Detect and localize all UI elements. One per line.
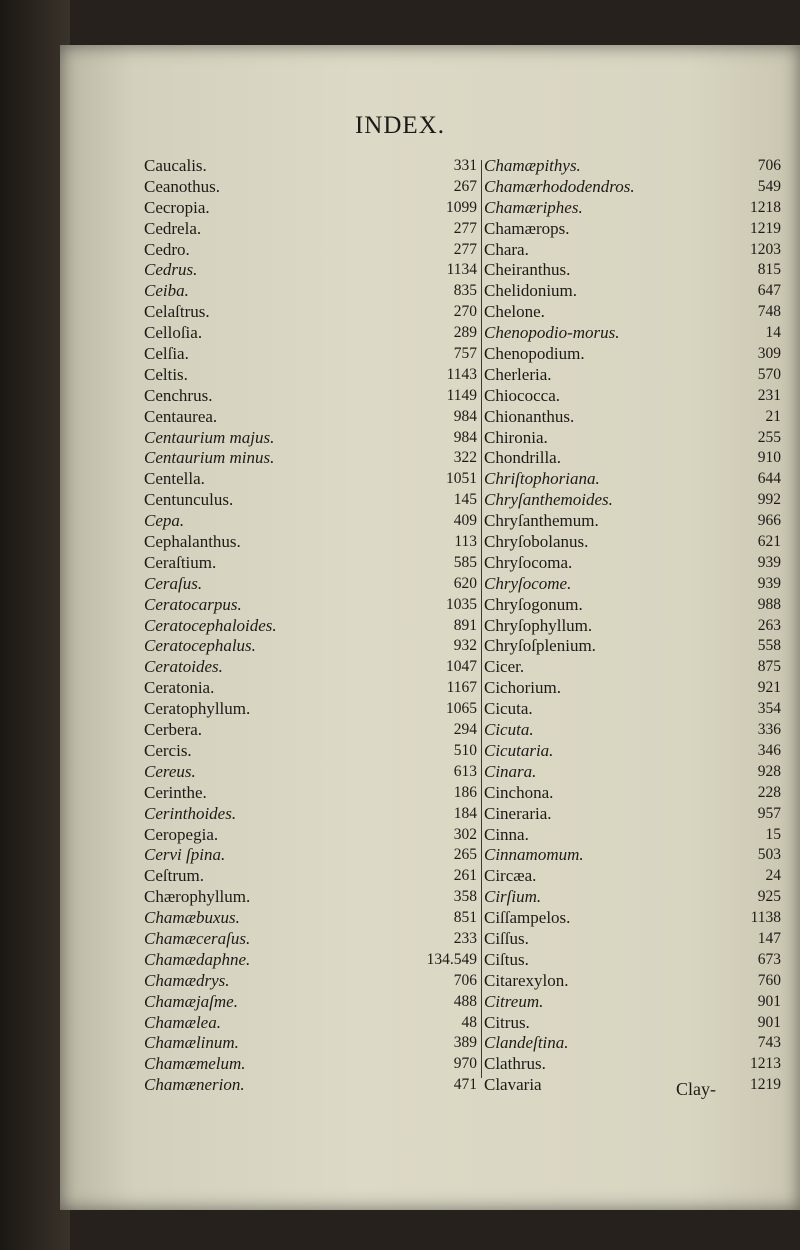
index-entry bbox=[484, 783, 784, 804]
index-term: Ciſſampelos. bbox=[484, 908, 571, 928]
page-number: 510 bbox=[453, 741, 477, 759]
catchword: Clay- bbox=[676, 1079, 716, 1099]
page-number: 921 bbox=[757, 679, 781, 697]
page-number: 265 bbox=[453, 846, 477, 864]
index-term: Cineraria. bbox=[484, 803, 552, 823]
index-term: Ceratonia. bbox=[144, 678, 215, 698]
index-entry bbox=[484, 511, 784, 532]
index-term: Cinnamomum. bbox=[484, 845, 584, 865]
page-number: 488 bbox=[453, 992, 477, 1010]
page-number: 901 bbox=[757, 1013, 781, 1031]
index-term: Ceanothus. bbox=[144, 176, 221, 196]
index-term: Cecropia. bbox=[144, 197, 210, 217]
index-entry bbox=[484, 156, 784, 177]
index-entry bbox=[484, 1033, 784, 1054]
index-entry bbox=[484, 1054, 784, 1075]
index-term: Cepa. bbox=[144, 511, 185, 531]
page-number: 48 bbox=[461, 1013, 477, 1031]
index-term: Ciſſus. bbox=[484, 928, 529, 948]
index-term: Celſia. bbox=[144, 344, 189, 364]
page-number: 15 bbox=[765, 825, 781, 843]
index-term: Ceraſtium. bbox=[144, 552, 217, 572]
index-entry bbox=[484, 908, 784, 929]
index-term: Caucalis. bbox=[144, 156, 207, 175]
page-number: 261 bbox=[453, 867, 477, 885]
index-term: Cherleria. bbox=[484, 364, 552, 384]
index-entry bbox=[144, 532, 494, 553]
index-entry bbox=[484, 762, 784, 783]
page-number: 901 bbox=[757, 992, 781, 1010]
page-number: 966 bbox=[757, 512, 781, 530]
index-entry bbox=[484, 992, 784, 1013]
index-term: Cichorium. bbox=[484, 678, 561, 698]
index-entry bbox=[484, 595, 784, 616]
page-number: 748 bbox=[757, 303, 781, 321]
page-number: 267 bbox=[453, 177, 477, 195]
page-number: 331 bbox=[453, 157, 477, 174]
page-number: 1051 bbox=[446, 470, 477, 488]
index-term: Chamæceraſus. bbox=[144, 928, 251, 948]
page-number: 14 bbox=[765, 324, 781, 342]
page-number: 984 bbox=[453, 407, 477, 425]
index-entry bbox=[144, 741, 494, 762]
page-number: 147 bbox=[757, 929, 781, 947]
index-entry bbox=[144, 699, 494, 720]
index-entry bbox=[144, 448, 494, 469]
page-number: 875 bbox=[757, 658, 781, 676]
index-term: Chamælinum. bbox=[144, 1033, 239, 1053]
page-number: 673 bbox=[757, 950, 781, 968]
page-number: 184 bbox=[453, 804, 477, 822]
page-number: 621 bbox=[757, 533, 781, 551]
page-number: 1219 bbox=[750, 219, 781, 237]
index-term: Cenchrus. bbox=[144, 385, 213, 405]
index-entry bbox=[484, 365, 784, 386]
page-number: 1149 bbox=[446, 386, 477, 404]
page-number: 270 bbox=[453, 303, 477, 321]
index-term: Chelone. bbox=[484, 302, 545, 322]
index-entry bbox=[144, 469, 494, 490]
index-entry bbox=[484, 1075, 784, 1096]
index-entry bbox=[484, 323, 784, 344]
index-term: Cedrus. bbox=[144, 260, 198, 280]
page-number: 145 bbox=[453, 491, 477, 509]
index-entry bbox=[144, 616, 494, 637]
index-term: Citarexylon. bbox=[484, 970, 569, 990]
index-entry bbox=[484, 240, 784, 261]
index-entry bbox=[484, 407, 784, 428]
page-number: 957 bbox=[757, 804, 781, 822]
page-number: 570 bbox=[757, 365, 781, 383]
index-term: Cicuta. bbox=[484, 699, 533, 719]
index-term: Ceratocephaloides. bbox=[144, 615, 277, 635]
index-term: Chamænerion. bbox=[144, 1075, 245, 1095]
page-number: 1134 bbox=[446, 261, 477, 279]
index-entry bbox=[144, 992, 494, 1013]
page-number: 309 bbox=[757, 345, 781, 363]
index-entry bbox=[484, 302, 784, 323]
index-term: Clathrus. bbox=[484, 1054, 546, 1074]
page-number: 186 bbox=[453, 783, 477, 801]
page-number: 1065 bbox=[446, 700, 477, 718]
index-entry bbox=[484, 490, 784, 511]
index-entry bbox=[484, 428, 784, 449]
index-entry bbox=[144, 678, 494, 699]
page-number: 558 bbox=[757, 637, 781, 655]
index-entry bbox=[144, 971, 494, 992]
page-number: 1035 bbox=[446, 595, 477, 613]
index-entry bbox=[144, 407, 494, 428]
index-term: Ceſtrum. bbox=[144, 866, 204, 886]
page-number: 1099 bbox=[446, 198, 477, 216]
index-entry bbox=[484, 720, 784, 741]
index-term: Ceratoides. bbox=[144, 657, 223, 677]
index-term: Centaurium minus. bbox=[144, 448, 275, 468]
index-entry bbox=[144, 866, 494, 887]
index-column-right bbox=[484, 156, 784, 1096]
index-entry bbox=[144, 553, 494, 574]
page-number: 231 bbox=[757, 386, 781, 404]
index-term: Chiococca. bbox=[484, 385, 560, 405]
index-entry bbox=[144, 260, 494, 281]
index-term: Citreum. bbox=[484, 991, 544, 1011]
index-entry bbox=[144, 929, 494, 950]
index-entry bbox=[484, 971, 784, 992]
index-entry bbox=[144, 302, 494, 323]
index-entry bbox=[484, 553, 784, 574]
index-entry bbox=[144, 1013, 494, 1034]
index-term: Clandeſtina. bbox=[484, 1033, 569, 1053]
page-number: 302 bbox=[453, 825, 477, 843]
page-number: 910 bbox=[757, 449, 781, 467]
index-entry bbox=[144, 365, 494, 386]
page-number: 1167 bbox=[446, 679, 477, 697]
index-entry bbox=[484, 198, 784, 219]
index-entry bbox=[484, 845, 784, 866]
index-term: Chironia. bbox=[484, 427, 548, 447]
page-number: 706 bbox=[757, 157, 781, 174]
index-term: Chamæriphes. bbox=[484, 197, 583, 217]
page-number: 984 bbox=[453, 428, 477, 446]
page-title: INDEX. bbox=[354, 112, 445, 139]
index-term: Cerbera. bbox=[144, 720, 203, 740]
page-number: 620 bbox=[453, 574, 477, 592]
index-entry bbox=[484, 678, 784, 699]
index-term: Chriſtophoriana. bbox=[484, 469, 600, 489]
page-number: 24 bbox=[765, 867, 781, 885]
page-number: 939 bbox=[757, 574, 781, 592]
index-entry bbox=[484, 636, 784, 657]
index-term: Centaurea. bbox=[144, 406, 218, 426]
index-term: Chionanthus. bbox=[484, 406, 575, 426]
index-entry bbox=[484, 1013, 784, 1034]
page-number: 134.549 bbox=[426, 950, 477, 968]
page-number: 549 bbox=[757, 177, 781, 195]
index-term: Chelidonium. bbox=[484, 281, 578, 301]
index-entry bbox=[484, 386, 784, 407]
index-entry bbox=[144, 804, 494, 825]
index-term: Celaſtrus. bbox=[144, 302, 210, 322]
page-number: 928 bbox=[757, 762, 781, 780]
index-column-left bbox=[144, 156, 494, 1096]
page-number: 613 bbox=[453, 762, 477, 780]
page-number: 970 bbox=[453, 1055, 477, 1073]
index-entry bbox=[144, 177, 494, 198]
index-term: Chryſanthemoides. bbox=[484, 490, 613, 510]
index-entry bbox=[484, 804, 784, 825]
index-entry bbox=[144, 240, 494, 261]
index-term: Chara. bbox=[484, 239, 529, 259]
index-term: Cirſium. bbox=[484, 887, 542, 907]
index-term: Ceropegia. bbox=[144, 824, 219, 844]
index-term: Celloſia. bbox=[144, 323, 203, 343]
index-entry bbox=[144, 762, 494, 783]
index-term: Citrus. bbox=[484, 1012, 530, 1032]
page-number: 255 bbox=[757, 428, 781, 446]
page-number: 1219 bbox=[750, 1076, 781, 1094]
index-term: Ceratophyllum. bbox=[144, 699, 251, 719]
page-number: 1047 bbox=[446, 658, 477, 676]
index-entry bbox=[144, 428, 494, 449]
page-number: 835 bbox=[453, 282, 477, 300]
column-divider bbox=[481, 160, 482, 1078]
index-term: Chamædaphne. bbox=[144, 949, 251, 969]
index-entry bbox=[484, 344, 784, 365]
index-entry bbox=[144, 490, 494, 511]
index-term: Ceraſus. bbox=[144, 573, 203, 593]
index-term: Ceiba. bbox=[144, 281, 189, 301]
page-number: 409 bbox=[453, 512, 477, 530]
page-number: 988 bbox=[757, 595, 781, 613]
index-term: Chryſogonum. bbox=[484, 594, 583, 614]
index-entry bbox=[144, 950, 494, 971]
page-number: 1218 bbox=[750, 198, 781, 216]
index-entry bbox=[144, 386, 494, 407]
index-entry bbox=[484, 825, 784, 846]
index-term: Chamæjaſme. bbox=[144, 991, 238, 1011]
index-entry bbox=[484, 532, 784, 553]
page-number: 757 bbox=[453, 345, 477, 363]
index-entry bbox=[144, 281, 494, 302]
index-term: Celtis. bbox=[144, 364, 188, 384]
index-term: Cerinthoides. bbox=[144, 803, 237, 823]
index-entry bbox=[144, 344, 494, 365]
page-number: 760 bbox=[757, 971, 781, 989]
index-term: Chondrilla. bbox=[484, 448, 561, 468]
page-number: 228 bbox=[757, 783, 781, 801]
page-number: 585 bbox=[453, 553, 477, 571]
page-number: 277 bbox=[453, 219, 477, 237]
page-number: 322 bbox=[453, 449, 477, 467]
index-entry bbox=[144, 1033, 494, 1054]
index-term: Chamærhododendros. bbox=[484, 176, 635, 196]
index-entry bbox=[144, 1054, 494, 1075]
index-entry bbox=[484, 929, 784, 950]
index-term: Chamædrys. bbox=[144, 970, 230, 990]
index-entry bbox=[144, 783, 494, 804]
index-entry bbox=[484, 177, 784, 198]
index-term: Chryſocome. bbox=[484, 573, 572, 593]
index-term: Chryſanthemum. bbox=[484, 511, 599, 531]
index-entry bbox=[484, 950, 784, 971]
index-term: Cinchona. bbox=[484, 782, 554, 802]
page-number: 389 bbox=[453, 1034, 477, 1052]
page-number: 354 bbox=[757, 700, 781, 718]
page-number: 358 bbox=[453, 888, 477, 906]
page-number: 706 bbox=[453, 971, 477, 989]
page-number: 932 bbox=[453, 637, 477, 655]
index-entry bbox=[144, 198, 494, 219]
page-number: 289 bbox=[453, 324, 477, 342]
page-number: 346 bbox=[757, 741, 781, 759]
index-entry bbox=[484, 699, 784, 720]
index-entry bbox=[144, 657, 494, 678]
index-term: Cercis. bbox=[144, 740, 192, 760]
index-term: Ceratocephalus. bbox=[144, 636, 256, 656]
index-entry bbox=[144, 156, 494, 177]
index-term: Clavaria bbox=[484, 1075, 542, 1095]
index-entry bbox=[484, 281, 784, 302]
index-entry bbox=[144, 720, 494, 741]
index-term: Cereus. bbox=[144, 761, 196, 781]
index-term: Cervi ſpina. bbox=[144, 845, 226, 865]
index-entry bbox=[144, 887, 494, 908]
index-entry bbox=[484, 866, 784, 887]
index-term: Ceratocarpus. bbox=[144, 594, 242, 614]
page-number: 647 bbox=[757, 282, 781, 300]
page-number: 21 bbox=[765, 407, 781, 425]
index-entry bbox=[144, 574, 494, 595]
page-number: 1213 bbox=[750, 1055, 781, 1073]
index-entry bbox=[484, 469, 784, 490]
page-number: 925 bbox=[757, 888, 781, 906]
index-term: Cicutaria. bbox=[484, 740, 554, 760]
page-number: 743 bbox=[757, 1034, 781, 1052]
index-entry bbox=[484, 448, 784, 469]
index-term: Cedrela. bbox=[144, 218, 202, 238]
page-number: 1138 bbox=[750, 909, 781, 927]
index-term: Chamæmelum. bbox=[144, 1054, 246, 1074]
index-term: Centunculus. bbox=[144, 490, 234, 510]
index-term: Chamæpithys. bbox=[484, 156, 581, 175]
page-number: 233 bbox=[453, 929, 477, 947]
index-entry bbox=[484, 741, 784, 762]
index-entry bbox=[144, 908, 494, 929]
page-number: 939 bbox=[757, 553, 781, 571]
index-entry bbox=[144, 323, 494, 344]
index-term: Cheiranthus. bbox=[484, 260, 571, 280]
index-term: Centella. bbox=[144, 469, 205, 489]
index-term: Cedro. bbox=[144, 239, 190, 259]
index-term: Chærophyllum. bbox=[144, 887, 251, 907]
index-term: Chryſocoma. bbox=[484, 552, 573, 572]
index-term: Chamærops. bbox=[484, 218, 570, 238]
index-entry bbox=[484, 574, 784, 595]
index-term: Chryſophyllum. bbox=[484, 615, 593, 635]
page-number: 992 bbox=[757, 491, 781, 509]
page-number: 1143 bbox=[446, 365, 477, 383]
index-term: Chryſobolanus. bbox=[484, 532, 589, 552]
index-term: Cerinthe. bbox=[144, 782, 207, 802]
page-number: 113 bbox=[454, 533, 477, 551]
page-number: 1203 bbox=[750, 240, 781, 258]
page-number: 263 bbox=[757, 616, 781, 634]
page-number: 277 bbox=[453, 240, 477, 258]
index-term: Cicuta. bbox=[484, 720, 534, 740]
index-term: Centaurium majus. bbox=[144, 427, 275, 447]
index-entry bbox=[144, 845, 494, 866]
page-number: 336 bbox=[757, 721, 781, 739]
index-entry bbox=[484, 260, 784, 281]
index-entry bbox=[144, 511, 494, 532]
index-term: Chamælea. bbox=[144, 1012, 221, 1032]
index-term: Chryſoſplenium. bbox=[484, 636, 596, 656]
index-entry bbox=[144, 1075, 494, 1096]
index-term: Cicer. bbox=[484, 657, 525, 677]
index-term: Chenopodio-morus. bbox=[484, 323, 620, 343]
index-entry bbox=[484, 616, 784, 637]
index-term: Chenopodium. bbox=[484, 344, 585, 364]
index-entry bbox=[484, 887, 784, 908]
index-entry bbox=[144, 219, 494, 240]
page-number: 294 bbox=[453, 721, 477, 739]
page-number: 644 bbox=[757, 470, 781, 488]
page-number: 891 bbox=[453, 616, 477, 634]
index-term: Cinna. bbox=[484, 824, 529, 844]
index-term: Circæa. bbox=[484, 866, 537, 886]
index-term: Ciſtus. bbox=[484, 949, 529, 969]
page-number: 851 bbox=[453, 909, 477, 927]
index-term: Cephalanthus. bbox=[144, 532, 241, 552]
index-entry bbox=[144, 595, 494, 616]
index-term: Chamæbuxus. bbox=[144, 908, 240, 928]
page-number: 471 bbox=[453, 1076, 477, 1094]
page-number: 503 bbox=[757, 846, 781, 864]
index-entry bbox=[484, 657, 784, 678]
index-entry bbox=[144, 825, 494, 846]
index-entry bbox=[484, 219, 784, 240]
index-entry bbox=[144, 636, 494, 657]
index-term: Cinara. bbox=[484, 761, 537, 781]
page-number: 815 bbox=[757, 261, 781, 279]
